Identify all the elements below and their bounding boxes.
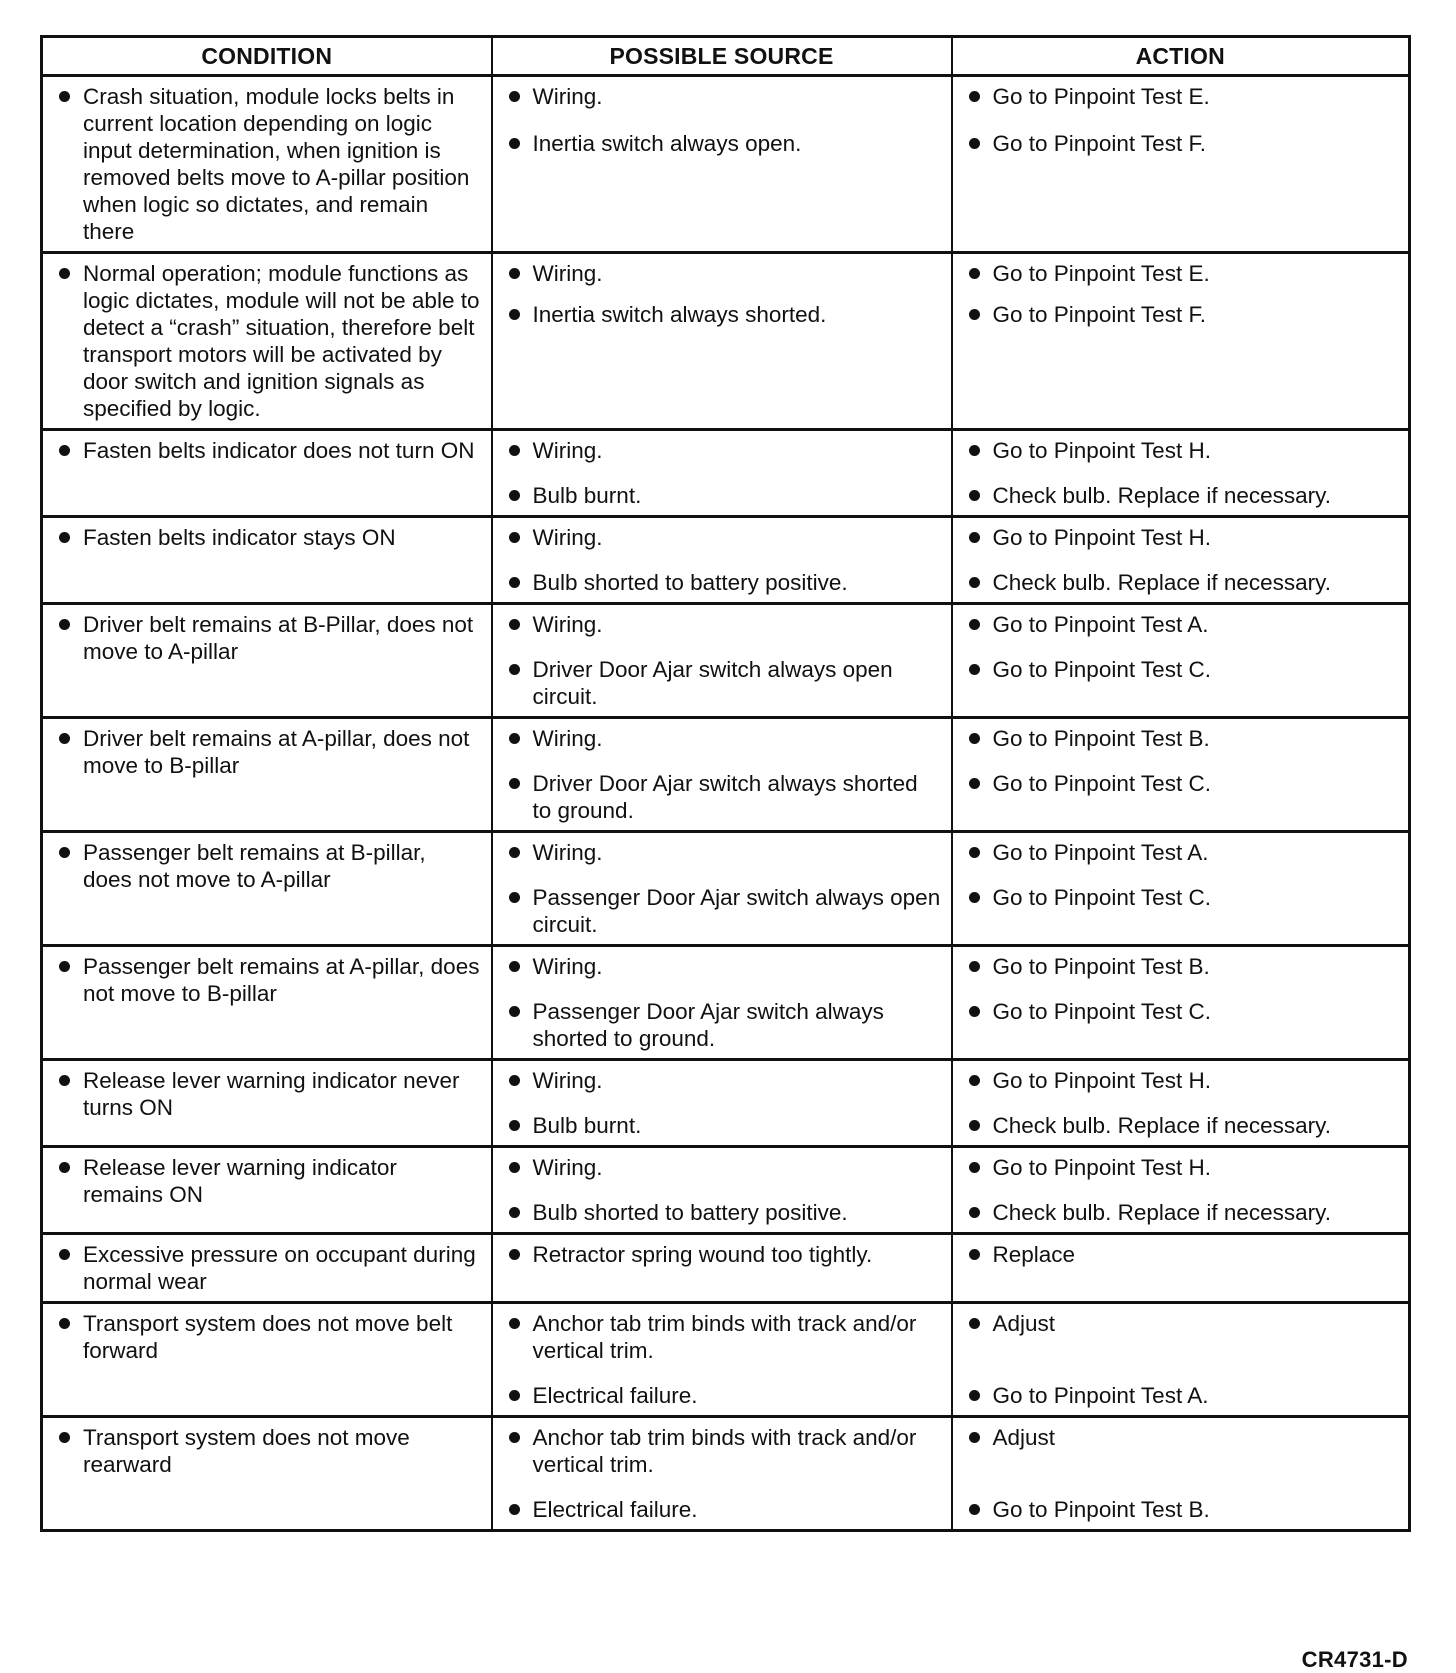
header-action: ACTION — [952, 37, 1410, 76]
possible-source-item: Bulb burnt. — [507, 1112, 941, 1139]
action-item: Replace — [967, 1241, 1399, 1268]
table-row — [42, 430, 1410, 517]
possible-source-list — [507, 83, 941, 157]
condition-list — [57, 1154, 481, 1208]
cell-action — [952, 517, 1410, 604]
action-item: Check bulb. Replace if necessary. — [967, 569, 1399, 596]
condition-list — [57, 1241, 481, 1295]
table-row — [42, 517, 1410, 604]
condition-item: Release lever warning indicator never turns ON — [57, 1067, 481, 1121]
cell-possible-source — [492, 1060, 952, 1147]
action-list — [967, 1067, 1399, 1139]
condition-item: Passenger belt remains at B-pillar, does not move to A-pillar — [57, 839, 481, 893]
action-list — [967, 260, 1399, 328]
cell-action — [952, 604, 1410, 718]
action-item: Go to Pinpoint Test B. — [967, 725, 1399, 752]
cell-condition — [42, 430, 492, 517]
action-item: Go to Pinpoint Test F. — [967, 130, 1399, 157]
action-item: Go to Pinpoint Test C. — [967, 884, 1399, 911]
condition-item: Driver belt remains at A-pillar, does not move to B-pillar — [57, 725, 481, 779]
action-item: Go to Pinpoint Test A. — [967, 611, 1399, 638]
cell-action — [952, 946, 1410, 1060]
cell-action — [952, 718, 1410, 832]
action-item: Adjust — [967, 1310, 1399, 1337]
possible-source-item: Wiring. — [507, 953, 941, 980]
condition-list — [57, 524, 481, 551]
possible-source-item: Inertia switch always shorted. — [507, 301, 941, 328]
action-item: Go to Pinpoint Test C. — [967, 998, 1399, 1025]
action-item: Go to Pinpoint Test H. — [967, 1154, 1399, 1181]
table-row — [42, 1234, 1410, 1303]
action-list — [967, 725, 1399, 797]
header-possible-source: POSSIBLE SOURCE — [492, 37, 952, 76]
cell-action — [952, 430, 1410, 517]
condition-item: Crash situation, module locks belts in current location depending on logic input determination, when ignition is removed belts move to A-pillar position when logic so dictates, and remain there — [57, 83, 481, 245]
cell-condition — [42, 1303, 492, 1417]
cell-condition — [42, 1417, 492, 1531]
table-row — [42, 718, 1410, 832]
cell-condition — [42, 1234, 492, 1303]
condition-item: Excessive pressure on occupant during normal wear — [57, 1241, 481, 1295]
possible-source-item: Bulb shorted to battery positive. — [507, 569, 941, 596]
action-list — [967, 1424, 1399, 1523]
possible-source-item: Bulb burnt. — [507, 482, 941, 509]
possible-source-list — [507, 1067, 941, 1139]
cell-possible-source — [492, 604, 952, 718]
action-item: Adjust — [967, 1424, 1399, 1451]
possible-source-item: Anchor tab trim binds with track and/or vertical trim. — [507, 1310, 941, 1364]
action-list — [967, 1310, 1399, 1409]
action-list — [967, 611, 1399, 683]
action-item: Check bulb. Replace if necessary. — [967, 482, 1399, 509]
cell-possible-source — [492, 718, 952, 832]
cell-condition — [42, 1147, 492, 1234]
cell-action — [952, 1417, 1410, 1531]
diagnosis-chart — [40, 35, 1408, 1672]
condition-list — [57, 437, 481, 464]
table-row — [42, 1147, 1410, 1234]
possible-source-item: Electrical failure. — [507, 1496, 941, 1523]
possible-source-item: Wiring. — [507, 437, 941, 464]
possible-source-list — [507, 953, 941, 1052]
action-list — [967, 953, 1399, 1025]
figure-code: CR4731-D — [1301, 1647, 1408, 1672]
table-row — [42, 1060, 1410, 1147]
possible-source-list — [507, 1154, 941, 1226]
condition-item: Transport system does not move rearward — [57, 1424, 481, 1478]
possible-source-item: Wiring. — [507, 611, 941, 638]
condition-list — [57, 1424, 481, 1478]
condition-list — [57, 260, 481, 422]
action-item: Go to Pinpoint Test E. — [967, 83, 1399, 110]
possible-source-item: Inertia switch always open. — [507, 130, 941, 157]
possible-source-item: Wiring. — [507, 1067, 941, 1094]
possible-source-item: Wiring. — [507, 260, 941, 287]
cell-condition — [42, 517, 492, 604]
possible-source-item: Passenger Door Ajar switch always open circuit. — [507, 884, 941, 938]
condition-item: Driver belt remains at B-Pillar, does not move to A-pillar — [57, 611, 481, 665]
possible-source-list — [507, 437, 941, 509]
cell-possible-source — [492, 832, 952, 946]
possible-source-item: Bulb shorted to battery positive. — [507, 1199, 941, 1226]
action-item: Go to Pinpoint Test A. — [967, 1382, 1399, 1409]
action-item: Go to Pinpoint Test B. — [967, 1496, 1399, 1523]
action-item: Go to Pinpoint Test H. — [967, 437, 1399, 464]
condition-list — [57, 611, 481, 665]
table-row — [42, 946, 1410, 1060]
condition-item: Normal operation; module functions as logic dictates, module will not be able to detect a “crash” situation, therefore belt transport motors will be activated by door switch and ignition signals as specified by logic. — [57, 260, 481, 422]
condition-item: Fasten belts indicator stays ON — [57, 524, 481, 551]
cell-action — [952, 1147, 1410, 1234]
action-item: Go to Pinpoint Test E. — [967, 260, 1399, 287]
condition-item: Transport system does not move belt forward — [57, 1310, 481, 1364]
header-condition: CONDITION — [42, 37, 492, 76]
diagnosis-table — [40, 35, 1411, 1532]
condition-item: Fasten belts indicator does not turn ON — [57, 437, 481, 464]
possible-source-list — [507, 611, 941, 710]
condition-item: Passenger belt remains at A-pillar, does not move to B-pillar — [57, 953, 481, 1007]
table-body — [42, 76, 1410, 1531]
cell-action — [952, 76, 1410, 253]
action-item: Go to Pinpoint Test F. — [967, 301, 1399, 328]
action-item: Go to Pinpoint Test H. — [967, 1067, 1399, 1094]
action-item: Go to Pinpoint Test H. — [967, 524, 1399, 551]
action-item: Check bulb. Replace if necessary. — [967, 1199, 1399, 1226]
possible-source-item: Wiring. — [507, 83, 941, 110]
cell-possible-source — [492, 76, 952, 253]
cell-possible-source — [492, 517, 952, 604]
table-row — [42, 832, 1410, 946]
table-row — [42, 253, 1410, 430]
possible-source-list — [507, 260, 941, 328]
condition-list — [57, 953, 481, 1007]
condition-item: Release lever warning indicator remains ON — [57, 1154, 481, 1208]
possible-source-list — [507, 1310, 941, 1409]
condition-list — [57, 83, 481, 245]
possible-source-item: Passenger Door Ajar switch always shorted to ground. — [507, 998, 941, 1052]
action-item: Go to Pinpoint Test C. — [967, 656, 1399, 683]
cell-condition — [42, 832, 492, 946]
action-item: Check bulb. Replace if necessary. — [967, 1112, 1399, 1139]
action-list — [967, 839, 1399, 911]
possible-source-item: Electrical failure. — [507, 1382, 941, 1409]
condition-list — [57, 839, 481, 893]
table-row — [42, 1303, 1410, 1417]
cell-action — [952, 1234, 1410, 1303]
cell-condition — [42, 253, 492, 430]
action-list — [967, 1154, 1399, 1226]
cell-possible-source — [492, 430, 952, 517]
cell-possible-source — [492, 1234, 952, 1303]
possible-source-list — [507, 725, 941, 824]
cell-condition — [42, 718, 492, 832]
possible-source-item: Retractor spring wound too tightly. — [507, 1241, 941, 1268]
possible-source-item: Wiring. — [507, 1154, 941, 1181]
cell-condition — [42, 1060, 492, 1147]
cell-possible-source — [492, 1147, 952, 1234]
cell-action — [952, 832, 1410, 946]
cell-possible-source — [492, 253, 952, 430]
action-item: Go to Pinpoint Test C. — [967, 770, 1399, 797]
possible-source-item: Driver Door Ajar switch always open circuit. — [507, 656, 941, 710]
cell-action — [952, 1060, 1410, 1147]
possible-source-item: Wiring. — [507, 725, 941, 752]
action-list — [967, 524, 1399, 596]
possible-source-item: Driver Door Ajar switch always shorted to ground. — [507, 770, 941, 824]
possible-source-item: Wiring. — [507, 524, 941, 551]
action-item: Go to Pinpoint Test B. — [967, 953, 1399, 980]
cell-action — [952, 1303, 1410, 1417]
possible-source-list — [507, 839, 941, 938]
cell-condition — [42, 946, 492, 1060]
cell-possible-source — [492, 1417, 952, 1531]
header-row — [42, 37, 1410, 76]
condition-list — [57, 1067, 481, 1121]
table-row — [42, 76, 1410, 253]
cell-condition — [42, 76, 492, 253]
action-list — [967, 1241, 1399, 1268]
action-list — [967, 437, 1399, 509]
possible-source-list — [507, 524, 941, 596]
table-row — [42, 604, 1410, 718]
action-list — [967, 83, 1399, 157]
table-row — [42, 1417, 1410, 1531]
cell-action — [952, 253, 1410, 430]
cell-possible-source — [492, 1303, 952, 1417]
condition-list — [57, 725, 481, 779]
possible-source-list — [507, 1241, 941, 1268]
possible-source-item: Anchor tab trim binds with track and/or vertical trim. — [507, 1424, 941, 1478]
condition-list — [57, 1310, 481, 1364]
possible-source-item: Wiring. — [507, 839, 941, 866]
cell-condition — [42, 604, 492, 718]
action-item: Go to Pinpoint Test A. — [967, 839, 1399, 866]
possible-source-list — [507, 1424, 941, 1523]
cell-possible-source — [492, 946, 952, 1060]
